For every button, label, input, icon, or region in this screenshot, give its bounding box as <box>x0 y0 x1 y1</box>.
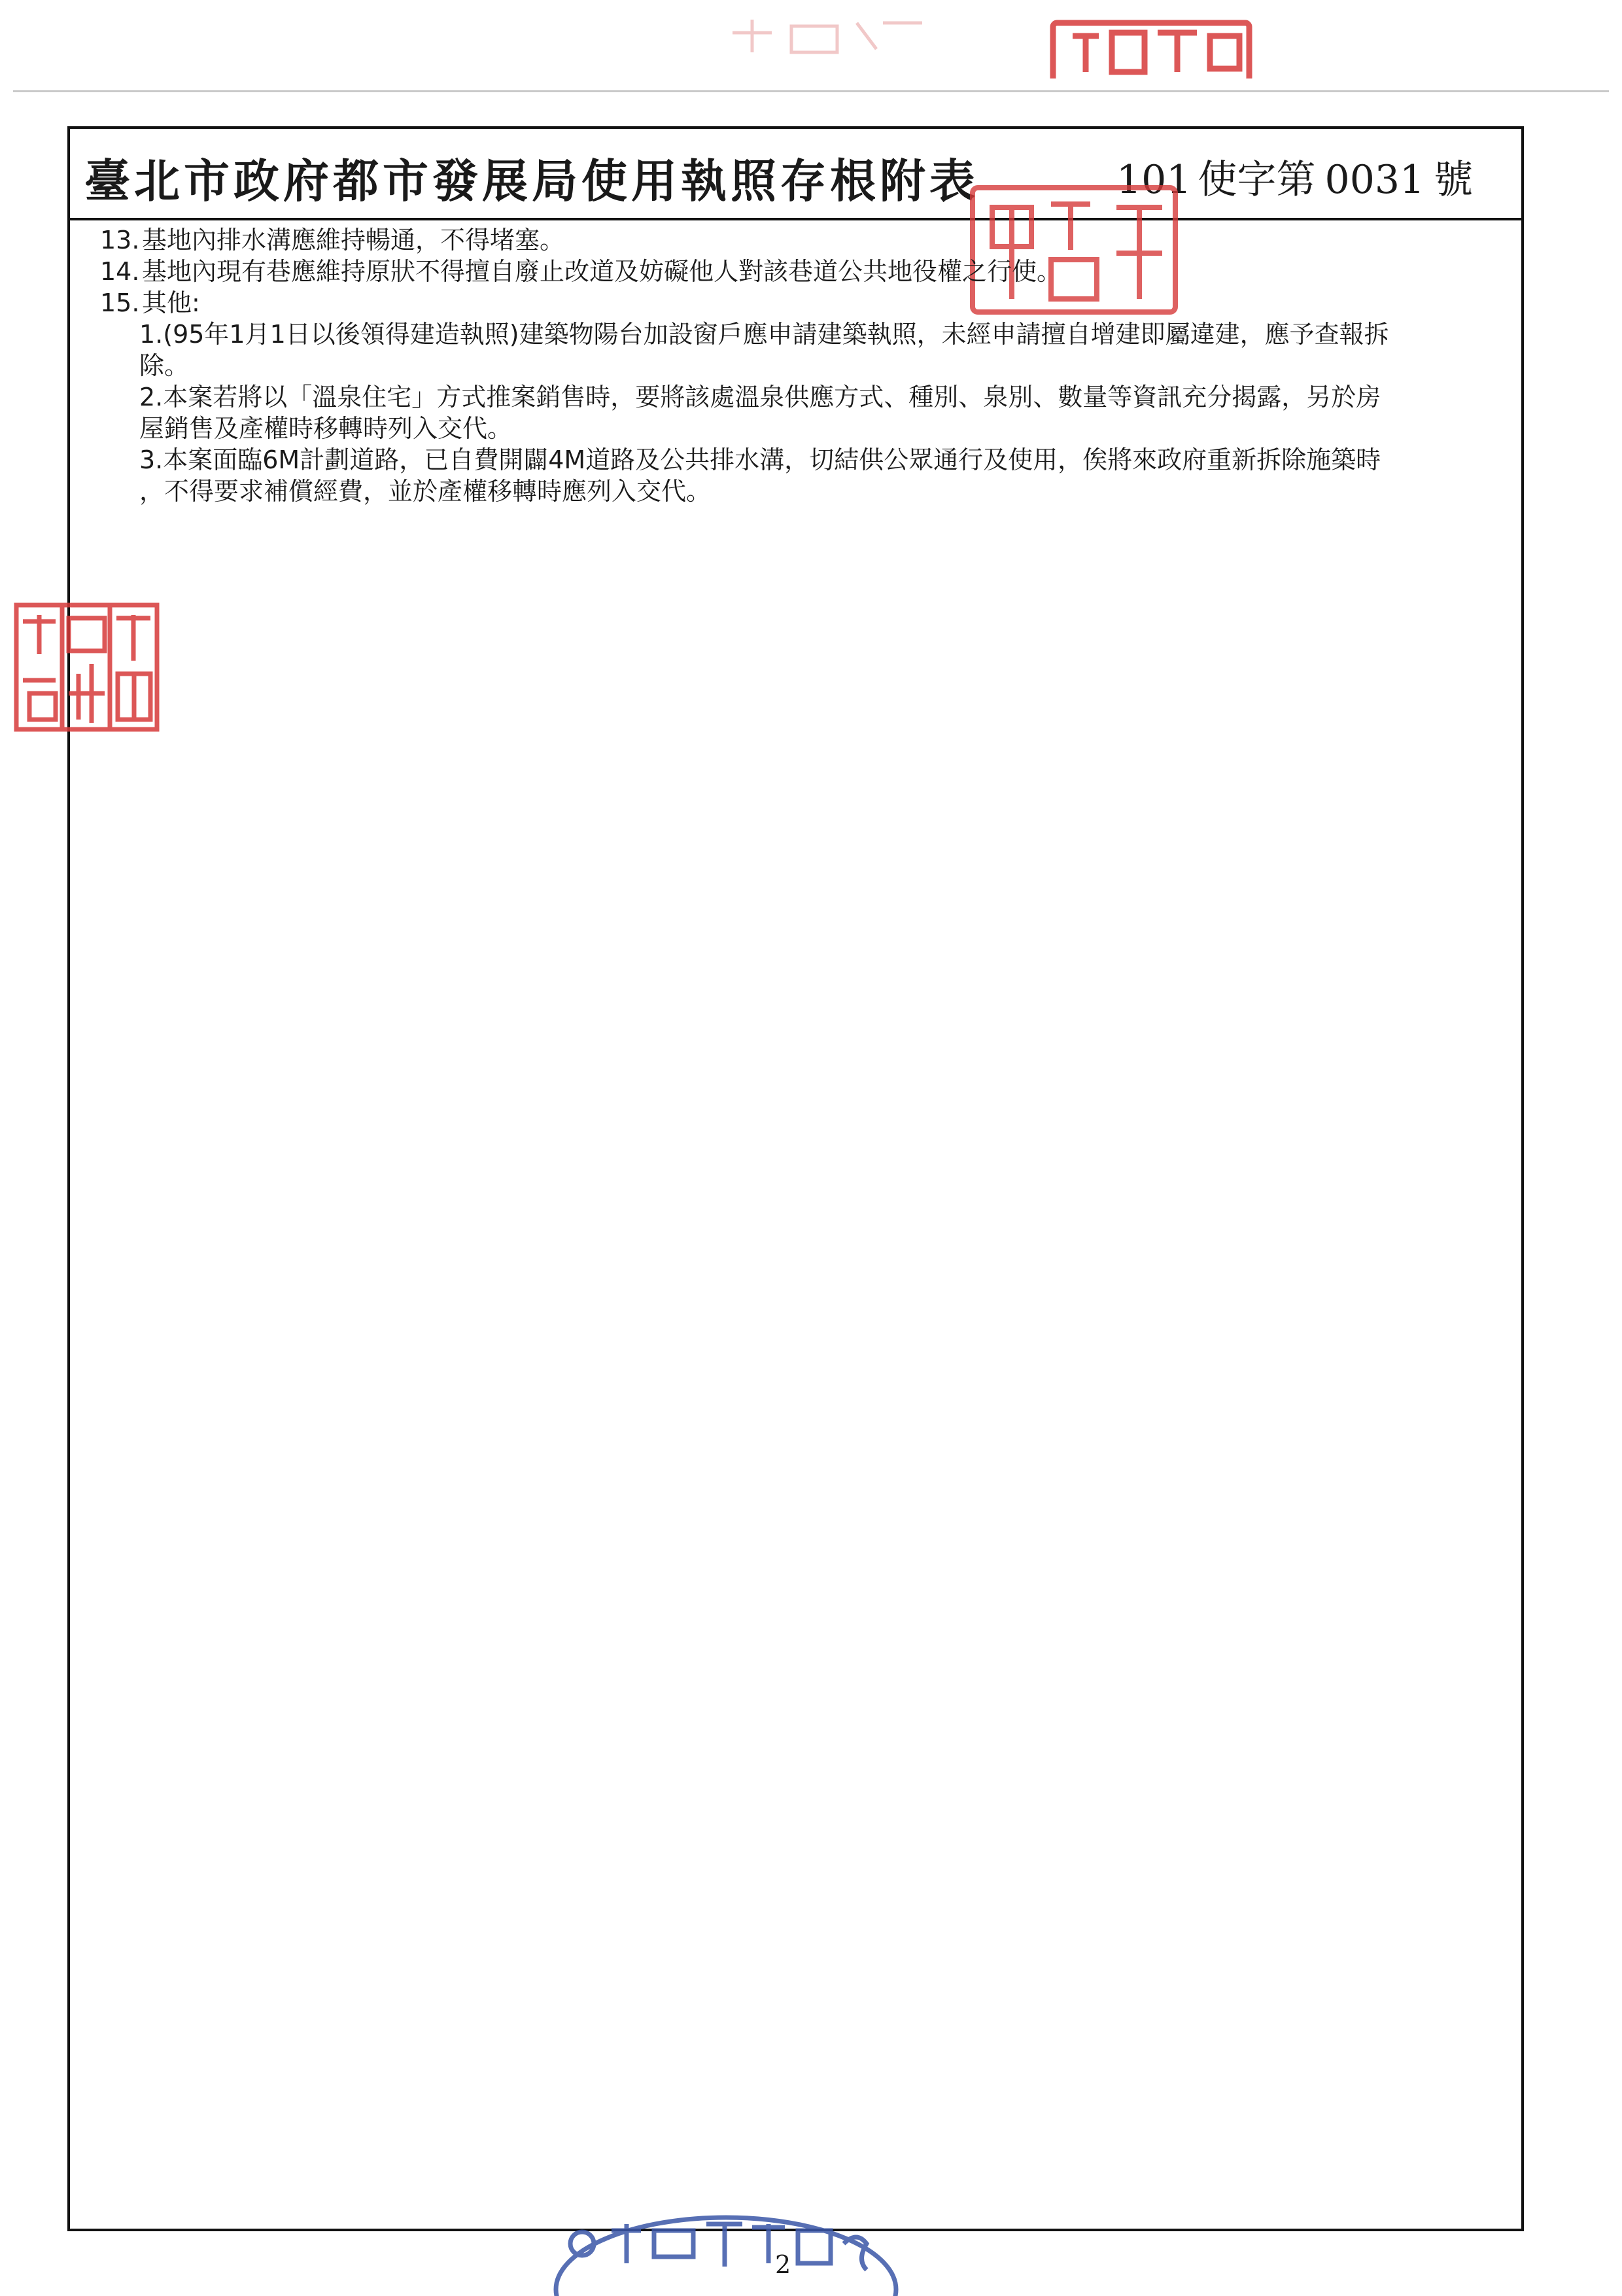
list-item: 13.基地內排水溝應維持暢通，不得堵塞。 <box>100 226 565 254</box>
scan-edge-line <box>13 90 1609 92</box>
page-number: 2 <box>775 2250 791 2279</box>
list-item: 14.基地內現有巷應維持原狀不得擅自廢止改道及妨礙他人對該巷道公共地役權之行使。 <box>100 257 1062 286</box>
sub-item: 3.本案面臨6M計劃道路，已自費開闢4M道路及公共排水溝，切結供公眾通行及使用，俟將來政府重新拆除施築時 ，不得要求補償經費，並於產權移轉時應列入交代。 <box>139 445 1381 506</box>
permit-number: 0031 <box>1324 157 1425 203</box>
permit-year: 101 <box>1116 157 1192 203</box>
conditions-list <box>100 224 1493 507</box>
permit-word: 使字第 <box>1198 157 1316 203</box>
bottom-blue-seal <box>549 2204 903 2296</box>
top-red-seal <box>1040 7 1262 78</box>
faint-red-smudge <box>726 13 935 65</box>
document-title: 臺北市政府都市發展局使用執照存根附表 <box>84 154 979 208</box>
header-row <box>70 129 1521 220</box>
sub-item: 2.本案若將以「溫泉住宅」方式推案銷售時，要將該處溫泉供應方式、種別、泉別、數量等資訊充分揭露，另於房 屋銷售及產權時移轉時列入交代。 <box>139 383 1381 443</box>
sub-item: 1.(95年1月1日以後領得建造執照)建築物陽台加設窗戶應申請建築執照，未經申請擅自增建即屬違建，應予查報拆 除。 <box>139 320 1389 380</box>
permit-appendix-frame <box>67 126 1524 2231</box>
left-red-seal <box>13 602 160 733</box>
list-item: 15.其他: <box>100 288 200 317</box>
permit-suffix: 號 <box>1434 157 1474 203</box>
